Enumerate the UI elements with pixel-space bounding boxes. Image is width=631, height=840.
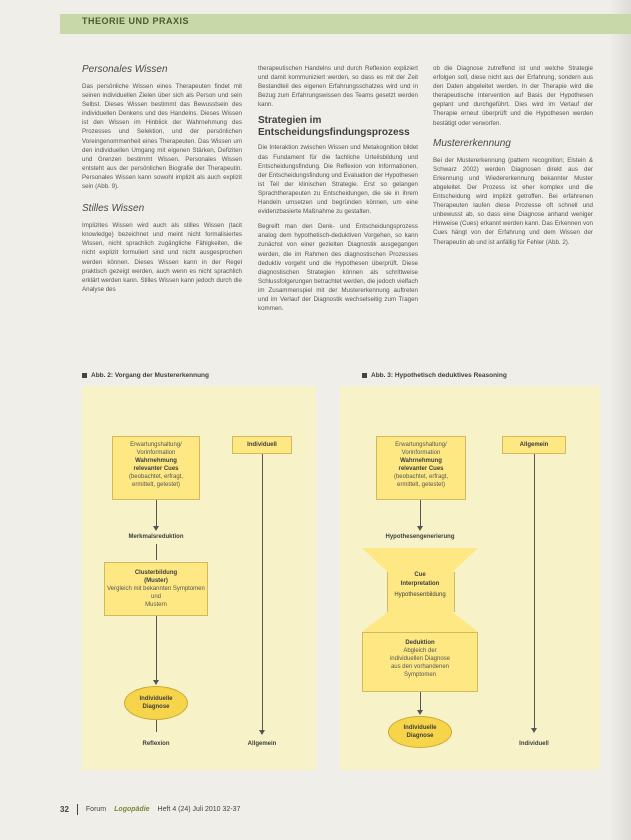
label-hypothesis-forming: Hypothesenbildung xyxy=(394,592,446,598)
funnel-top-shape xyxy=(362,548,478,572)
label-interpretation: Interpretation xyxy=(400,581,440,587)
heading-pattern-recognition: Mustererkennung xyxy=(433,137,511,149)
connector-line xyxy=(262,454,263,732)
caption-square-icon xyxy=(82,373,87,378)
diagram-box-individual: Individuell xyxy=(232,436,292,454)
paragraph: Bei der Mustererkennung (pattern recognition; Elstein & Schwarz 2002) werden Diagnosen direkt aus der Erkennung und Wiedererkennung bekannter Muster abgeleitet. Der Prozess ist eher komplex und die Entscheidung wird implizit getroffen. Bei erfahrenen Therapeuten laufen diese Prozesse oft schnell und unbewusst ab, so dass eine Diagnose anhand weniger Hinweise (Cues) erkannt werden kann. Das Erkennen von Cues hängt von der Erfahrung und dem Wissen der Therapeutin ab und ist anfällig für Fehler (Abb. 2). xyxy=(433,156,593,246)
arrow-down-icon xyxy=(153,680,159,685)
connector-line xyxy=(420,500,421,528)
label-individual: Individuell xyxy=(519,741,549,747)
text-column-2 xyxy=(258,64,418,319)
arrow-down-icon xyxy=(531,728,537,733)
label-general: Allgemein xyxy=(247,741,277,747)
footer-divider xyxy=(77,804,78,815)
connector-line xyxy=(534,454,535,730)
connector-line xyxy=(156,500,157,528)
text-column-3 xyxy=(433,64,593,253)
paragraph: Das persönliche Wissen eines Therapeuten findet mit seinen individuellen Zielen über sich als Person und sein Selbst. Dieses Wissen bestimmt das Bewusstsein des individuellen Denkens und des Handelns. Dieses Wissen ist den Wissen im Hinblick der Wahrnehmung des Prozesses und Selektion, und der persönlichen Voreingenommenheit eines Therapeuten. Das Wissen um den individuellen Umgang mit eigenen Stärken, Defiziten und Grenzen bestimmt Wissen. Personales Wissen entsteht aus der persönlichen Biografie der Therapeutin. Personales Wissen kann sowohl implizit als auch explizit sein (Abb. 9). xyxy=(82,83,242,191)
heading-tacit-knowledge: Stilles Wissen xyxy=(82,203,145,215)
heading-personal-knowledge: Personales Wissen xyxy=(82,64,168,75)
diagram-box-clustering: Clusterbildung (Muster) Vergleich mit bekannten Symptomen und Mustern xyxy=(104,562,208,616)
section-title: THEORIE UND PRAXIS xyxy=(82,16,190,26)
arrow-down-icon xyxy=(153,526,159,531)
diagram-hypothetico-deductive xyxy=(340,386,600,770)
figure-caption-3: Abb. 3: Hypothetisch deduktives Reasoning xyxy=(362,372,507,379)
page-number: 32 xyxy=(60,805,69,814)
page-footer xyxy=(60,804,240,815)
diagram-box-perception: Erwartungshaltung/ Vorinformation Wahrnehmung relevanter Cues (beobachtet, erfragt, ermittelt, getestet) xyxy=(112,436,200,500)
arrow-down-icon xyxy=(417,526,423,531)
diagram-pattern-recognition xyxy=(82,386,316,770)
connector-line xyxy=(156,720,157,732)
connector-line xyxy=(156,616,157,682)
paragraph: therapeutischen Handelns und durch Reflexion expliziert und damit kommuniziert werden, so dass es mit der Zeit Bestandteil des eigenen Erfahrungsschatzes wird und in Bezug zum Erfahrungswissen des Teams gesetzt werden kann. xyxy=(258,65,418,109)
funnel-bottom-shape xyxy=(362,612,478,632)
paragraph: ob die Diagnose zutreffend ist und welche Strategie erfolgen soll, diese nicht aus der Erfahrung, sondern aus den Daten abgeleitet werden. In der Therapie wird die therapeutische Intervention auf Basis der Hypothesen geplant und durchgeführt. Dies wird im Verlauf der Therapie erneut überprüft und die Hypothesen werden bestätigt oder verworfen. xyxy=(433,65,593,127)
arrow-down-icon xyxy=(417,710,423,715)
label-feature-reduction: Merkmalsreduktion xyxy=(128,534,184,540)
magazine-name: Forum xyxy=(85,806,107,813)
label-cue: Cue xyxy=(414,572,426,578)
page-shadow xyxy=(609,0,631,840)
label-hypothesis-generation: Hypothesengenerierung xyxy=(385,534,455,540)
diagram-box-deduction: Deduktion Abgleich der individuellen Diagnose aus den vorhandenen Symptomen xyxy=(362,632,478,692)
arrow-down-icon xyxy=(259,730,265,735)
caption-square-icon xyxy=(362,373,367,378)
diagram-box-general: Allgemein xyxy=(502,436,566,454)
magazine-brand: Logopädie xyxy=(114,806,150,813)
paragraph: Implizites Wissen wird auch als stilles Wissen (tacit knowledge) bezeichnet und meint nicht formalisiertes Wissen, nicht sprachlich zugängliche Fähigkeiten, die nicht explizit formuliert sind und nicht ausgesprochen werden können. Dieses Wissen kann in der Regel praktisch gezeigt werden, auch wenn es nicht sprachlich erklärt werden kann. Stilles Wissen kann jedoch durch die Analyse des xyxy=(82,222,242,293)
connector-line xyxy=(156,544,157,560)
issue-info: Heft 4 (24) Juli 2010 32-37 xyxy=(157,806,241,813)
ellipse-individual-diagnosis: Individuelle Diagnose xyxy=(124,686,188,720)
paragraph: Begreift man den Denk- und Entscheidungsprozess analog dem hypothetisch-deduktiven Vorgehen, so kann zunächst von einer gezielten Diagnostik ausgegangen werden, die im Rahmen des diagnostischen Prozesses deduktiv vorgeht und die Hypothesen überprüft. Diese diagnostischen Strategien können als schrittweise Schlussfolgerungen betrachtet werden, die jedoch vielfach im Zusammenspiel mit der Mustererkennung auftreten und im Verlauf der Diagnostik wechselseitig zum Tragen kommen. xyxy=(258,223,418,313)
connector-line xyxy=(420,692,421,712)
diagram-box-perception: Erwartungshaltung/ Vorinformation Wahrnehmung relevanter Cues (beobachtet, erfragt, ermittelt, getestet) xyxy=(376,436,466,500)
paragraph: Die Interaktion zwischen Wissen und Metakognition bildet das Fundament für die fachliche Urteilsbildung und Entscheidungsfindung. Die Reflexion von Informationen, der Entscheidungsfindung und Evaluation der Hypothesen ist Teil der klinischen Strategie. Erst so gelangen Sprachtherapeuten zu Entscheidungen, die sie in ihrem Handeln umsetzen und begründen können, um eine evidenzbasierte Maßnahme zu gestalten. xyxy=(258,144,418,216)
label-reflection: Reflexion xyxy=(142,741,170,747)
text-column-1 xyxy=(82,64,242,300)
ellipse-individual-diagnosis: Individuelle Diagnose xyxy=(388,716,452,748)
figure-caption-2: Abb. 2: Vorgang der Mustererkennung xyxy=(82,372,209,379)
heading-strategies: Strategien im Entscheidungsfindungsprozess xyxy=(258,115,410,139)
